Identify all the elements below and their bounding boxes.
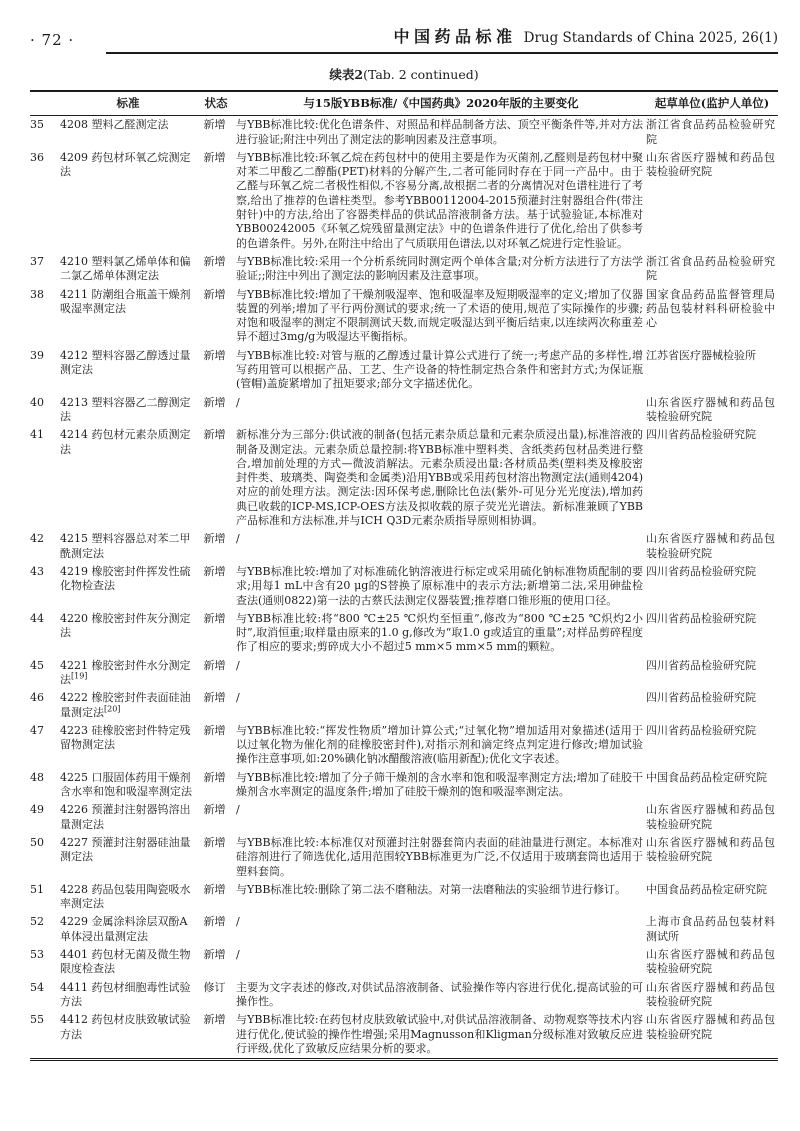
status-label: 新增 [203, 691, 226, 705]
drafting-unit: 山东省医疗器械和药品包装检验研究院 [646, 803, 775, 831]
row-number: 55 [30, 1013, 44, 1027]
table-caption-cn: 续表2 [329, 67, 364, 82]
row-number: 44 [30, 611, 44, 625]
status-label: 新增 [203, 564, 226, 578]
standard-name: 4227 预灌封注射器硅油量测定法 [60, 835, 191, 864]
table-row [30, 979, 778, 1012]
changes-text: 与YBB标准比较:环氧乙烷在药包材中的使用主要是作为灭菌剂,乙醛则是药包材中聚对苯二甲酸乙二醇酯(PET)材料的分解产生,二者可能同时存在于同一产品中。由于乙醛与环氧乙烷二者极性相似,不容易分离,故根据二者的分离情况对色谱柱进行了考察,给出了推荐的色谱柱类型。参考YBB00112004-2015预灌封注射器组合件(带注射针)中的方法,给出了容器类样品的供试品溶液制备方法。基于试验验证,本标准对YBB00242005《环氧乙烷残留量测定法》中的色谱条件进行了优化,给出了供参考的色谱条件。另外,在附注中给出了气质联用色谱法,以对环氧乙烷进行定性验证。 [236, 150, 643, 250]
standard-name: 4226 预灌封注射器钨溶出量测定法 [60, 803, 191, 831]
standard-name: 4208 塑料乙醛测定法 [60, 118, 169, 132]
table-row [30, 149, 778, 253]
table-row [30, 881, 778, 914]
journal-title-en: Drug Standards of China 2025, 26(1) [523, 30, 778, 46]
drafting-unit: 四川省药品检验研究院 [646, 658, 756, 672]
changes-text: / [236, 532, 240, 546]
standard-name: 4222 橡胶密封件表面硅油量测定法[20] [60, 691, 191, 719]
drafting-unit: 国家食品药品监督管理局药品包装材料科研检验中心 [646, 287, 775, 330]
table-caption-en: (Tab. 2 continued) [363, 67, 479, 82]
standard-name: 4228 药品包装用陶瓷吸水率测定法 [60, 882, 191, 911]
table-row [30, 286, 778, 347]
standard-name: 4221 橡胶密封件水分测定法[19] [60, 658, 191, 686]
status-label: 新增 [203, 723, 226, 737]
changes-text: 与YBB标准比较:优化色谱条件、对照品和样品制备方法、顶空平衡条件等,并对方法进行验证;附注中列出了测定法的影响因素及注意事项。 [236, 118, 643, 146]
row-number: 46 [30, 691, 44, 705]
changes-text: 与YBB标准比较:对管与瓶的乙醇透过量计算公式进行了统一;考虑产品的多样性,增写药用管可以根据产品、工艺、生产设备的特性制定热合条件和密封方式;为保证瓶(管帽)盖旋紧增加了扭矩要求;部分文字描述优化。 [236, 348, 643, 391]
row-number: 45 [30, 658, 44, 672]
table-row [30, 801, 778, 834]
row-number: 54 [30, 980, 44, 994]
standard-name: 4412 药包材皮肤致敏试验方法 [60, 1013, 191, 1041]
changes-text: / [236, 915, 240, 929]
row-number: 43 [30, 564, 44, 578]
drafting-unit: 四川省药品检验研究院 [646, 691, 756, 705]
standard-name: 4213 塑料容器乙二醇测定法 [60, 395, 191, 423]
table-row [30, 913, 778, 946]
table-row [30, 530, 778, 563]
col-header-no [30, 91, 60, 116]
changes-text: / [236, 948, 240, 962]
drafting-unit: 山东省医疗器械和药品包装检验研究院 [646, 150, 775, 179]
status-label: 新增 [203, 882, 226, 896]
status-label: 新增 [203, 803, 226, 817]
status-label: 新增 [203, 254, 226, 268]
row-number: 41 [30, 428, 44, 442]
page-header [30, 24, 778, 54]
journal-title [106, 24, 778, 54]
table-caption [30, 65, 778, 83]
standard-name: 4210 塑料氯乙烯单体和偏二氯乙烯单体测定法 [60, 254, 191, 283]
changes-text: / [236, 395, 240, 409]
status-label: 新增 [203, 118, 226, 132]
table-row [30, 347, 778, 394]
drafting-unit: 四川省药品检验研究院 [646, 428, 756, 442]
row-number: 53 [30, 948, 44, 962]
drafting-unit: 山东省医疗器械和药品包装检验研究院 [646, 1013, 775, 1041]
drafting-unit: 山东省医疗器械和药品包装检验研究院 [646, 532, 775, 560]
status-label: 新增 [203, 770, 226, 784]
row-number: 37 [30, 254, 44, 268]
changes-text: 新标准分为三部分:供试液的制备(包括元素杂质总量和元素杂质浸出量),标准溶液的制备及测定法。元素杂质总量控制:将YBB标准中塑料类、含纸类药包材品类进行整合,增加前处理的方式—微波消解法。元素杂质浸出量:各材质品类(塑料类及橡胶密封件类、玻璃类、陶瓷类和金属类)沿用YBB或采用药包材溶出物测定法(通则4204)对应的前处理方法。测定法:因环保考虑,删除比色法(紫外-可见分光光度法),增加药典已收载的ICP-MS,ICP-OES方法及拟收载的原子荧光光谱法。新标准兼顾了YBB产品标准和方法标准,并与ICH Q3D元素杂质指导原则相协调。 [236, 428, 643, 528]
drafting-unit: 中国食品药品检定研究院 [646, 882, 767, 896]
col-header-unit: 起草单位(监护人单位) [646, 91, 778, 116]
table-row [30, 426, 778, 530]
changes-text: / [236, 658, 240, 672]
standard-name: 4223 硅橡胶密封件特定残留物测定法 [60, 723, 191, 752]
table-row [30, 563, 778, 610]
status-label: 新增 [203, 835, 226, 849]
table-row [30, 769, 778, 802]
status-label: 修订 [203, 980, 226, 994]
changes-text: / [236, 803, 240, 817]
table-header [30, 91, 778, 116]
drafting-unit: 浙江省食品药品检验研究院 [646, 254, 775, 283]
status-label: 新增 [203, 348, 226, 362]
drafting-unit: 江苏省医疗器械检验所 [646, 348, 756, 362]
status-label: 新增 [203, 948, 226, 962]
table-row [30, 722, 778, 769]
drafting-unit: 四川省药品检验研究院 [646, 723, 756, 737]
drafting-unit: 山东省医疗器械和药品包装检验研究院 [646, 395, 775, 423]
standard-name: 4220 橡胶密封件灰分测定法 [60, 611, 191, 640]
standard-name: 4219 橡胶密封件挥发性硫化物检查法 [60, 564, 191, 593]
standards-table [30, 90, 778, 1061]
standard-name: 4214 药包材元素杂质测定法 [60, 428, 191, 456]
status-label: 新增 [203, 428, 226, 442]
drafting-unit: 上海市食品药品包装材料测试所 [646, 915, 775, 943]
footnote-ref: [20] [104, 703, 121, 713]
standard-name: 4209 药包材环氧乙烷测定法 [60, 150, 191, 179]
table-row [30, 116, 778, 149]
drafting-unit: 浙江省食品药品检验研究院 [646, 118, 775, 146]
standard-name: 4411 药包材细胞毒性试验方法 [60, 980, 191, 1008]
status-label: 新增 [203, 1013, 226, 1027]
row-number: 36 [30, 150, 44, 164]
standard-name: 4212 塑料容器乙醇透过量测定法 [60, 348, 191, 377]
journal-title-cn: 中国药品标准 [393, 27, 517, 46]
row-number: 49 [30, 803, 44, 817]
standard-name: 4229 金属涂料涂层双酚A单体浸出量测定法 [60, 915, 188, 943]
drafting-unit: 中国食品药品检定研究院 [646, 770, 767, 784]
table-row [30, 1011, 778, 1059]
drafting-unit: 山东省医疗器械和药品包装检验研究院 [646, 948, 775, 976]
row-number: 42 [30, 532, 44, 546]
col-header-status: 状态 [196, 91, 236, 116]
table-row [30, 394, 778, 427]
row-number: 40 [30, 395, 44, 409]
changes-text: 主要为文字表述的修改,对供试品溶液制备、试验操作等内容进行优化,提高试验的可操作性。 [236, 980, 643, 1008]
changes-text: / [236, 691, 240, 705]
standard-name: 4211 防潮组合瓶盖干燥剂吸湿率测定法 [60, 287, 191, 315]
drafting-unit: 四川省药品检验研究院 [646, 611, 756, 625]
drafting-unit: 山东省医疗器械和药品包装检验研究院 [646, 980, 775, 1008]
col-header-standard: 标准 [60, 91, 196, 116]
row-number: 47 [30, 723, 44, 737]
col-header-changes: 与15版YBB标准/《中国药典》2020年版的主要变化 [236, 91, 646, 116]
table-body [30, 116, 778, 1060]
status-label: 新增 [203, 611, 226, 625]
status-label: 新增 [203, 915, 226, 929]
changes-text: 与YBB标准比较:采用一个分析系统同时测定两个单体含量;对分析方法进行了方法学验证;;附注中列出了测定法的影响因素及注意事项。 [236, 254, 643, 283]
changes-text: 与YBB标准比较:本标准仅对预灌封注射器套筒内表面的硅油量进行测定。本标准对硅溶剂进行了筛选优化,适用范围较YBB标准更为广泛,不仅适用于玻璃套筒也适用于塑料套筒。 [236, 835, 643, 878]
standard-name: 4225 口服固体药用干燥剂含水率和饱和吸湿率测定法 [60, 770, 192, 799]
row-number: 39 [30, 348, 44, 362]
table-row [30, 657, 778, 690]
status-label: 新增 [203, 150, 226, 164]
page-number: · 72 · [30, 31, 75, 49]
status-label: 新增 [203, 532, 226, 546]
changes-text: 与YBB标准比较:将“800 ℃±25 ℃炽灼至恒重”,修改为“800 ℃±25 ℃炽灼2小时”,取消恒重;取样量由原来的1.0 g,修改为“取1.0 g或适宜的重量”;对样品剪碎程度作了相应的要求;剪碎成大小不超过5 mm×5 mm×5 mm的颗粒。 [236, 611, 643, 654]
row-number: 35 [30, 118, 44, 132]
table-row [30, 946, 778, 979]
drafting-unit: 山东省医疗器械和药品包装检验研究院 [646, 835, 775, 864]
status-label: 新增 [203, 658, 226, 672]
row-number: 48 [30, 770, 44, 784]
table-row [30, 689, 778, 722]
table-row [30, 253, 778, 286]
footnote-ref: [19] [71, 671, 88, 681]
standard-name: 4215 塑料容器总对苯二甲酰测定法 [60, 532, 191, 560]
row-number: 51 [30, 882, 44, 896]
table-row [30, 834, 778, 881]
row-number: 50 [30, 835, 44, 849]
row-number: 52 [30, 915, 44, 929]
changes-text: 与YBB标准比较:增加了干燥剂吸湿率、饱和吸湿率及短期吸湿率的定义;增加了仪器装置的列举;增加了平行两份测试的要求;统一了术语的使用,规范了实际操作的步骤;对饱和吸湿率的测定不限制测试天数,而规定吸湿达到平衡后结束,以连续两次称重差异不超过3mg/g为吸湿达平衡指标。 [236, 287, 643, 344]
row-number: 38 [30, 287, 44, 301]
changes-text: 与YBB标准比较:在药包材皮肤致敏试验中,对供试品溶液制备、动物观察等技术内容进行优化,使试验的操作性增强;采用Magnusson和Kligman分级标准对致敏反应进行评级,优化了致敏反应结果分析的要求。 [236, 1013, 643, 1055]
status-label: 新增 [203, 287, 226, 301]
table-header-row [30, 91, 778, 116]
changes-text: 与YBB标准比较:“挥发性物质”增加计算公式;“过氧化物”增加适用对象描述(适用于以过氧化物为催化剂的硅橡胶密封件),对指示剂和滴定终点判定进行修改;增加试验操作注意事项,如:20%碘化钠冰醋酸溶液(临用新配);优化文字表述。 [236, 723, 643, 766]
changes-text: 与YBB标准比较:增加了分子筛干燥剂的含水率和饱和吸湿率测定方法;增加了硅胶干燥剂含水率测定的温度条件;增加了硅胶干燥剂的饱和吸湿率测定法。 [236, 770, 643, 799]
status-label: 新增 [203, 395, 226, 409]
changes-text: 与YBB标准比较:增加了对标准硫化钠溶液进行标定或采用硫化钠标准物质配制的要求;用每1 mL中含有20 μg的S替换了原标准中的表示方法;新增第二法,采用砷盐检查法(通则0822)第一法的古蔡氏法测定仪器装置;推荐磨口锥形瓶的使用口径。 [236, 564, 643, 607]
table-row [30, 610, 778, 657]
drafting-unit: 四川省药品检验研究院 [646, 564, 756, 578]
changes-text: 与YBB标准比较:删除了第二法不磨釉法。对第一法磨釉法的实验细节进行修订。 [236, 882, 627, 896]
standard-name: 4401 药包材无菌及微生物限度检查法 [60, 948, 191, 976]
